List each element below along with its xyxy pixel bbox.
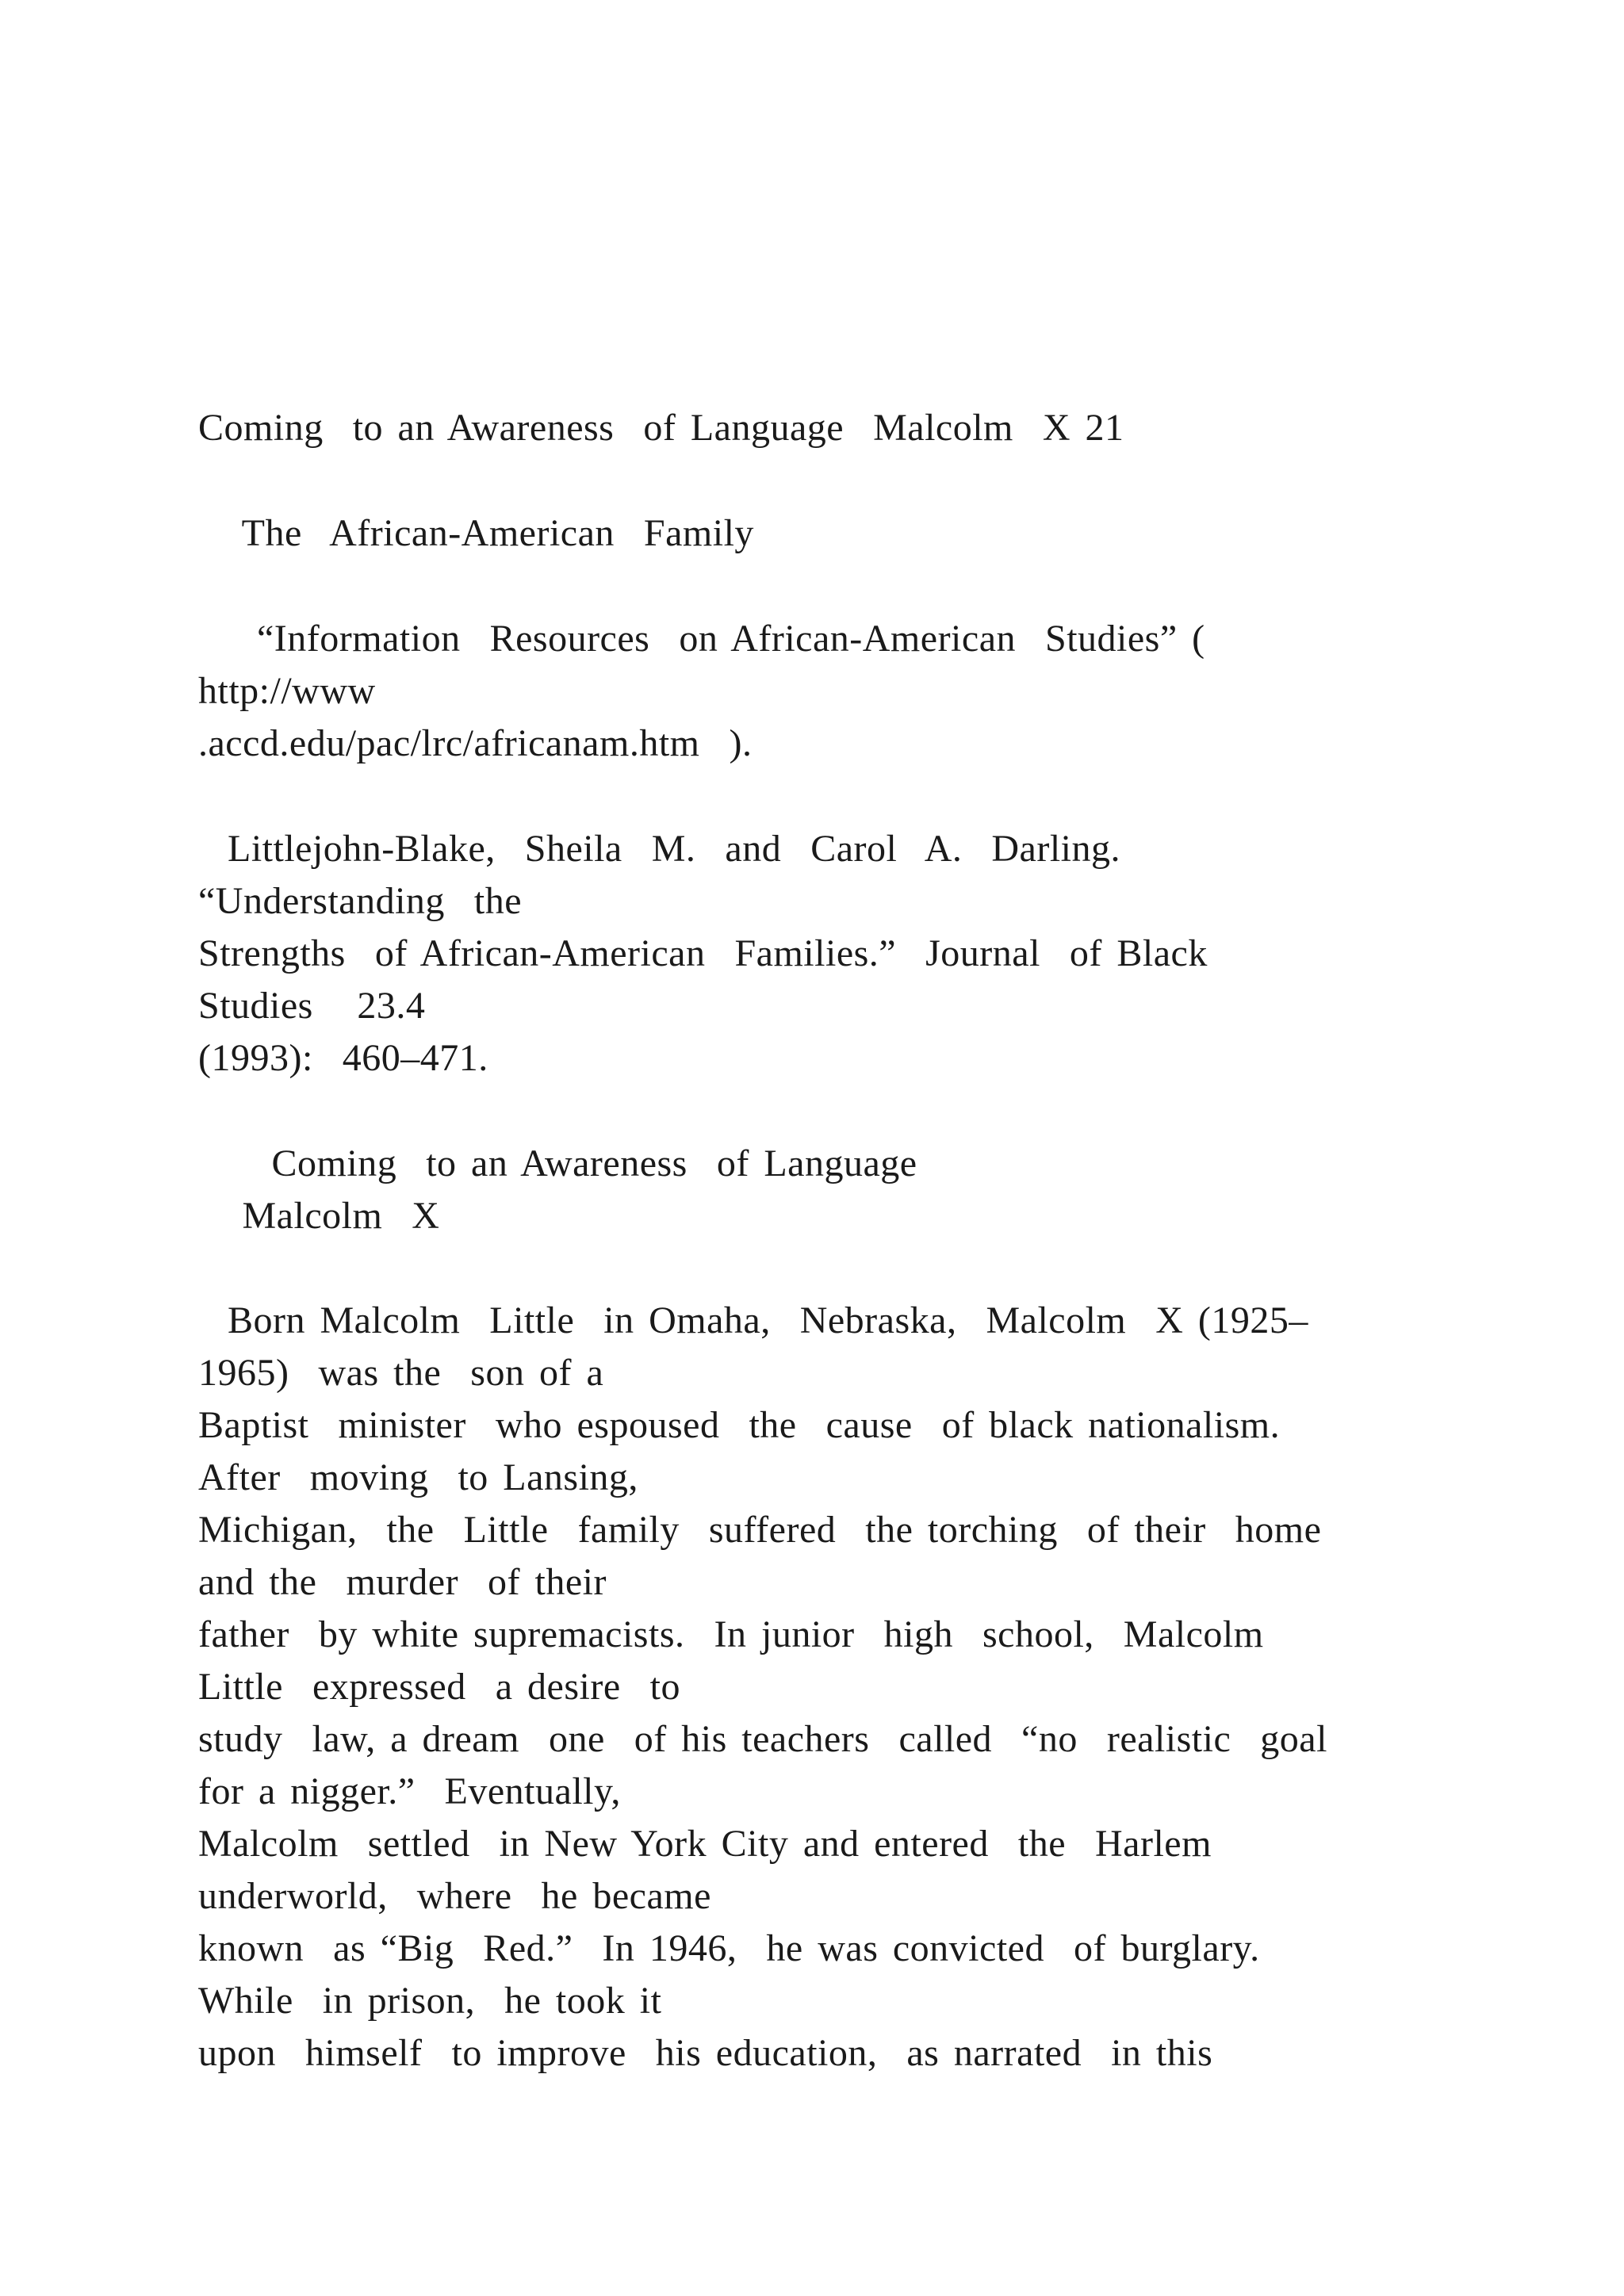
running-header: Coming to an Awareness of Language Malcolm X 21 [198, 407, 1124, 449]
intro-line: father by white supremacists. In junior high school, Malcolm [198, 1613, 1264, 1655]
intro-line: known as “Big Red.” In 1946, he was convicted of burglary. [198, 1927, 1260, 1969]
citation-line-5: (1993): 460–471. [198, 1037, 488, 1079]
resource-entry-line-1: “Information Resources on African-American Studies” ( [198, 618, 1205, 660]
resource-entry-line-2: http://www [198, 670, 376, 712]
resource-entry-line-3: .accd.edu/pac/lrc/africanam.htm ). [198, 722, 753, 764]
intro-line: While in prison, he took it [198, 1980, 662, 2022]
intro-line: Malcolm settled in New York City and entered the Harlem [198, 1823, 1212, 1865]
intro-line: and the murder of their [198, 1561, 607, 1603]
intro-line: for a nigger.” Eventually, [198, 1770, 621, 1812]
intro-line: After moving to Lansing, [198, 1456, 638, 1498]
intro-line: underworld, where he became [198, 1875, 711, 1917]
citation-line-4: Studies 23.4 [198, 985, 426, 1027]
intro-line: 1965) was the son of a [198, 1352, 604, 1394]
citation-line-2: “Understanding the [198, 880, 523, 922]
intro-line: Michigan, the Little family suffered the torching of their home [198, 1509, 1322, 1551]
essay-author: Malcolm X [198, 1195, 440, 1237]
intro-line: study law, a dream one of his teachers called “no realistic goal [198, 1718, 1327, 1760]
essay-title: Coming to an Awareness of Language [198, 1142, 917, 1184]
intro-line: upon himself to improve his education, as narrated in this [198, 2032, 1213, 2074]
citation-line-3: Strengths of African-American Families.” Journal of Black [198, 932, 1208, 974]
intro-line: Little expressed a desire to [198, 1666, 680, 1708]
citation-line-1: Littlejohn-Blake, Sheila M. and Carol A. Darling. [198, 828, 1120, 870]
section-heading: The African-American Family [198, 512, 754, 554]
intro-line: Baptist minister who espoused the cause of black nationalism. [198, 1404, 1281, 1446]
intro-line: Born Malcolm Little in Omaha, Nebraska, Malcolm X (1925– [198, 1299, 1308, 1341]
